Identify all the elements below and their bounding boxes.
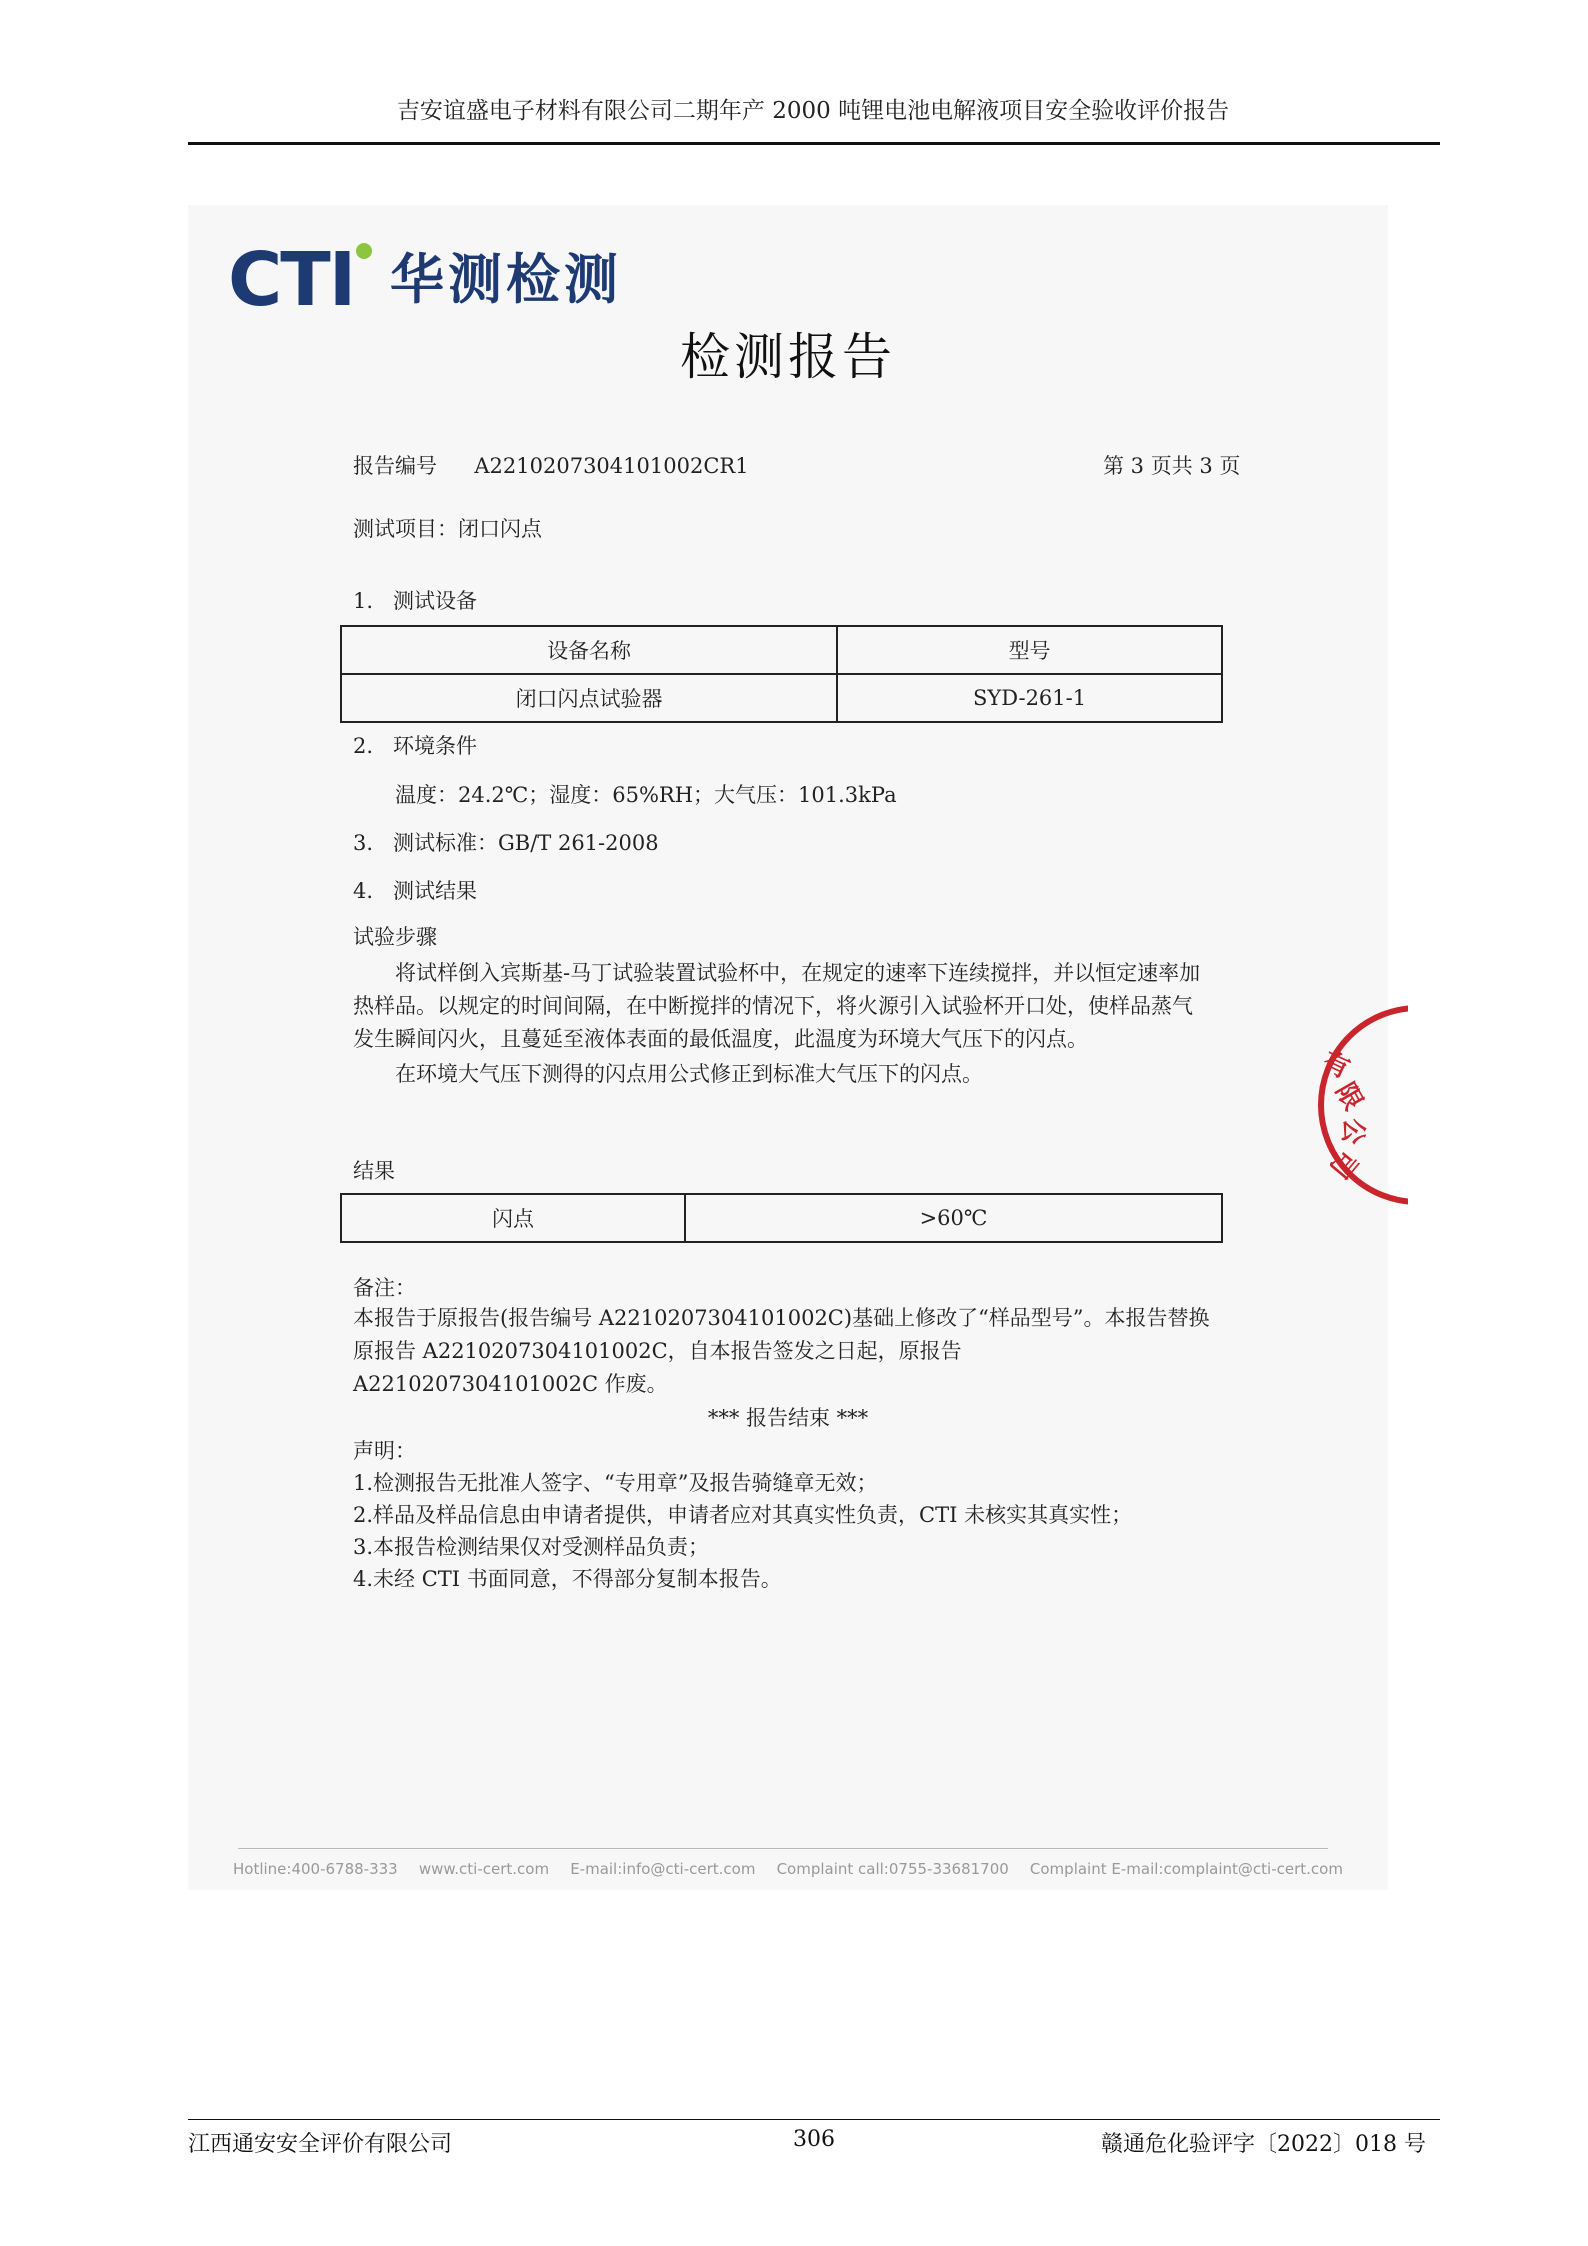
environment-conditions: 温度：24.2℃；湿度：65%RH；大气压：101.3kPa	[395, 783, 897, 807]
company-seal	[1318, 1005, 1408, 1205]
statement-2: 2.样品及样品信息由申请者提供，申请者应对其真实性负责，CTI 未核实其真实性；	[353, 1503, 1133, 1527]
logo-brand: CTI	[228, 237, 355, 323]
section-3-number: 3.	[353, 831, 374, 855]
section-2-heading	[353, 730, 477, 760]
procedure-paragraph-2: 在环境大气压下测得的闪点用公式修正到标准大气压下的闪点。	[395, 1062, 983, 1086]
header-rule	[188, 142, 1440, 145]
seal-char-3: 公	[1336, 1117, 1369, 1146]
report-number-row	[353, 450, 749, 480]
section-4-number: 4.	[353, 879, 374, 903]
footer-website: www.cti-cert.com	[418, 1860, 550, 1878]
document-title: 检测报告	[680, 328, 896, 386]
report-number: A2210207304101002CR1	[474, 454, 749, 478]
procedure-title: 试验步骤	[353, 925, 437, 949]
scanned-report	[188, 205, 1388, 1890]
equipment-model-header: 型号	[837, 626, 1222, 674]
section-4-title: 测试结果	[393, 879, 477, 903]
result-value-cell: >60℃	[685, 1194, 1222, 1242]
test-item: 测试项目：闭口闪点	[353, 517, 542, 541]
result-title: 结果	[353, 1159, 395, 1183]
footer-complaint-email: Complaint E-mail:complaint@cti-cert.com	[1029, 1860, 1343, 1878]
equipment-name-cell: 闭口闪点试验器	[341, 674, 837, 722]
remark-text: 本报告于原报告(报告编号 A2210207304101002C)基础上修改了“样品型号”。本报告替换原报告 A2210207304101002C，自本报告签发之日起，原报告 A2210207304101002C 作废。	[353, 1306, 1210, 1396]
logo-dot-icon	[356, 243, 372, 259]
seal-ring	[1318, 1005, 1408, 1205]
bottom-rule	[188, 2119, 1440, 2120]
procedure-paragraph-1: 将试样倒入宾斯基-马丁试验装置试验杯中，在规定的速率下连续搅拌，并以恒定速率加热样品。以规定的时间间隔，在中断搅拌的情况下，将火源引入试验杯开口处，使样品蒸气发生瞬间闪火，且蔓延至液体表面的最低温度，此温度为环境大气压下的闪点。	[353, 961, 1201, 1051]
footer-rule	[238, 1848, 1328, 1849]
statement-1: 1.检测报告无批准人签字、“专用章”及报告骑缝章无效；	[353, 1471, 878, 1495]
table-row	[341, 1194, 1222, 1242]
section-3-title: 测试标准：GB/T 261-2008	[393, 831, 659, 855]
section-1-heading	[353, 585, 477, 615]
statement-3: 3.本报告检测结果仅对受测样品负责；	[353, 1535, 710, 1559]
result-item-cell: 闪点	[341, 1194, 685, 1242]
report-number-label: 报告编号	[353, 454, 437, 478]
remark-title: 备注：	[353, 1276, 416, 1300]
footer-email: E-mail:info@cti-cert.com	[570, 1860, 756, 1878]
result-table	[340, 1193, 1223, 1243]
statement-4: 4.未经 CTI 书面同意，不得部分复制本报告。	[353, 1567, 782, 1591]
footer-complaint-call: Complaint call:0755-33681700	[776, 1860, 1009, 1878]
equipment-name-header: 设备名称	[341, 626, 837, 674]
equipment-table	[340, 625, 1223, 723]
seal-char-4: 司	[1323, 1144, 1363, 1184]
seal-char-1: 有	[1318, 1046, 1355, 1085]
equipment-model-cell: SYD-261-1	[837, 674, 1222, 722]
footer-page-number: 306	[793, 2127, 835, 2152]
footer-doc-code: 赣通危化验评字〔2022〕018 号	[1101, 2132, 1426, 2157]
page-info: 第 3 页共 3 页	[1103, 454, 1241, 478]
page-header: 吉安谊盛电子材料有限公司二期年产 2000 吨锂电池电解液项目安全验收评价报告	[396, 98, 1230, 124]
footer-company: 江西通安安全评价有限公司	[188, 2132, 453, 2157]
contact-footer	[233, 1860, 1343, 1878]
seal-char-2: 限	[1329, 1077, 1369, 1116]
table-row	[341, 674, 1222, 722]
section-1-number: 1.	[353, 589, 374, 613]
statement-title: 声明：	[353, 1439, 416, 1463]
report-end-mark: *** 报告结束 ***	[707, 1406, 869, 1430]
footer-hotline: Hotline:400-6788-333	[233, 1860, 398, 1878]
section-1-title: 测试设备	[393, 589, 477, 613]
section-2-number: 2.	[353, 734, 374, 758]
section-2-title: 环境条件	[393, 734, 477, 758]
table-header-row	[341, 626, 1222, 674]
logo-name: 华测检测	[390, 248, 622, 311]
section-4-heading	[353, 875, 477, 905]
section-3-heading	[353, 827, 659, 857]
